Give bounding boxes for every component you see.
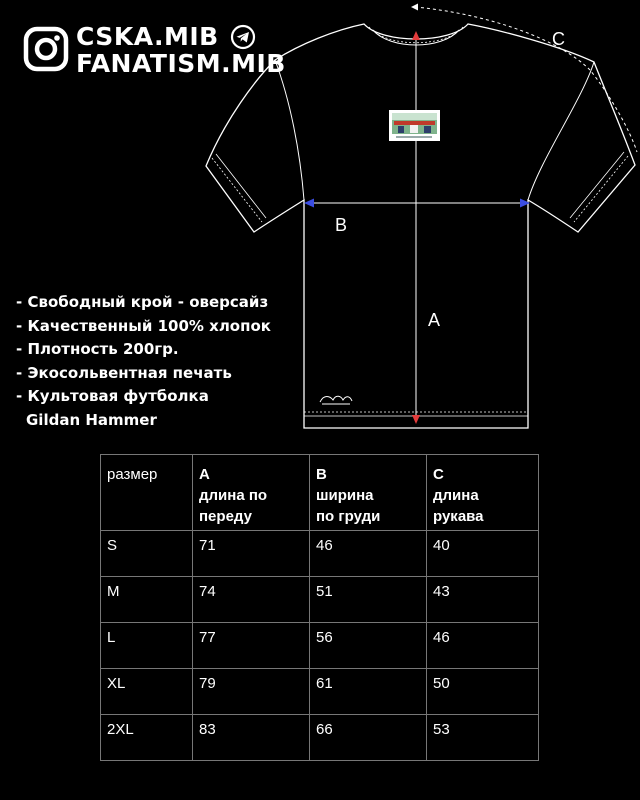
cell-a: 77 — [193, 623, 310, 669]
cell-c: 40 — [427, 531, 539, 577]
table-row — [101, 623, 539, 669]
table-row — [101, 531, 539, 577]
cell-size: XL — [101, 669, 193, 715]
cell-a: 79 — [193, 669, 310, 715]
cell-b: 66 — [310, 715, 427, 761]
cell-a: 74 — [193, 577, 310, 623]
header-a: A длина по переду — [193, 455, 310, 531]
cell-size: 2XL — [101, 715, 193, 761]
table-row — [101, 669, 539, 715]
cell-b: 51 — [310, 577, 427, 623]
header-size: размер — [101, 455, 193, 531]
feature-item: - Качественный 100% хлопок — [16, 316, 271, 335]
header-c: C длина рукава — [427, 455, 539, 531]
table-row — [101, 577, 539, 623]
cell-c: 53 — [427, 715, 539, 761]
label-a: A — [428, 310, 441, 330]
cell-c: 50 — [427, 669, 539, 715]
features-list — [16, 291, 271, 432]
table-header-row — [101, 455, 539, 531]
label-b: B — [335, 215, 348, 235]
cell-size: M — [101, 577, 193, 623]
cell-c: 46 — [427, 623, 539, 669]
label-c: C — [552, 29, 565, 49]
table-row — [101, 715, 539, 761]
header-b: B ширина по груди — [310, 455, 427, 531]
cell-size: L — [101, 623, 193, 669]
feature-item: - Культовая футболка — [16, 387, 209, 405]
cell-size: S — [101, 531, 193, 577]
feature-item: - Свободный крой - оверсайз — [16, 293, 269, 311]
cell-c: 43 — [427, 577, 539, 623]
cell-b: 56 — [310, 623, 427, 669]
cell-b: 61 — [310, 669, 427, 715]
chest-print-image — [389, 110, 440, 141]
feature-item: - Плотность 200гр. — [16, 340, 179, 358]
cell-b: 46 — [310, 531, 427, 577]
brand-title-1: CSKA.MIB — [76, 22, 219, 51]
hem-logo — [320, 396, 352, 404]
feature-item: Gildan Hammer — [26, 410, 157, 429]
size-table — [100, 454, 539, 761]
cell-a: 83 — [193, 715, 310, 761]
cell-a: 71 — [193, 531, 310, 577]
feature-item: - Экосольвентная печать — [16, 363, 232, 382]
brand-title-2: FANATISM.MIB — [76, 49, 286, 78]
